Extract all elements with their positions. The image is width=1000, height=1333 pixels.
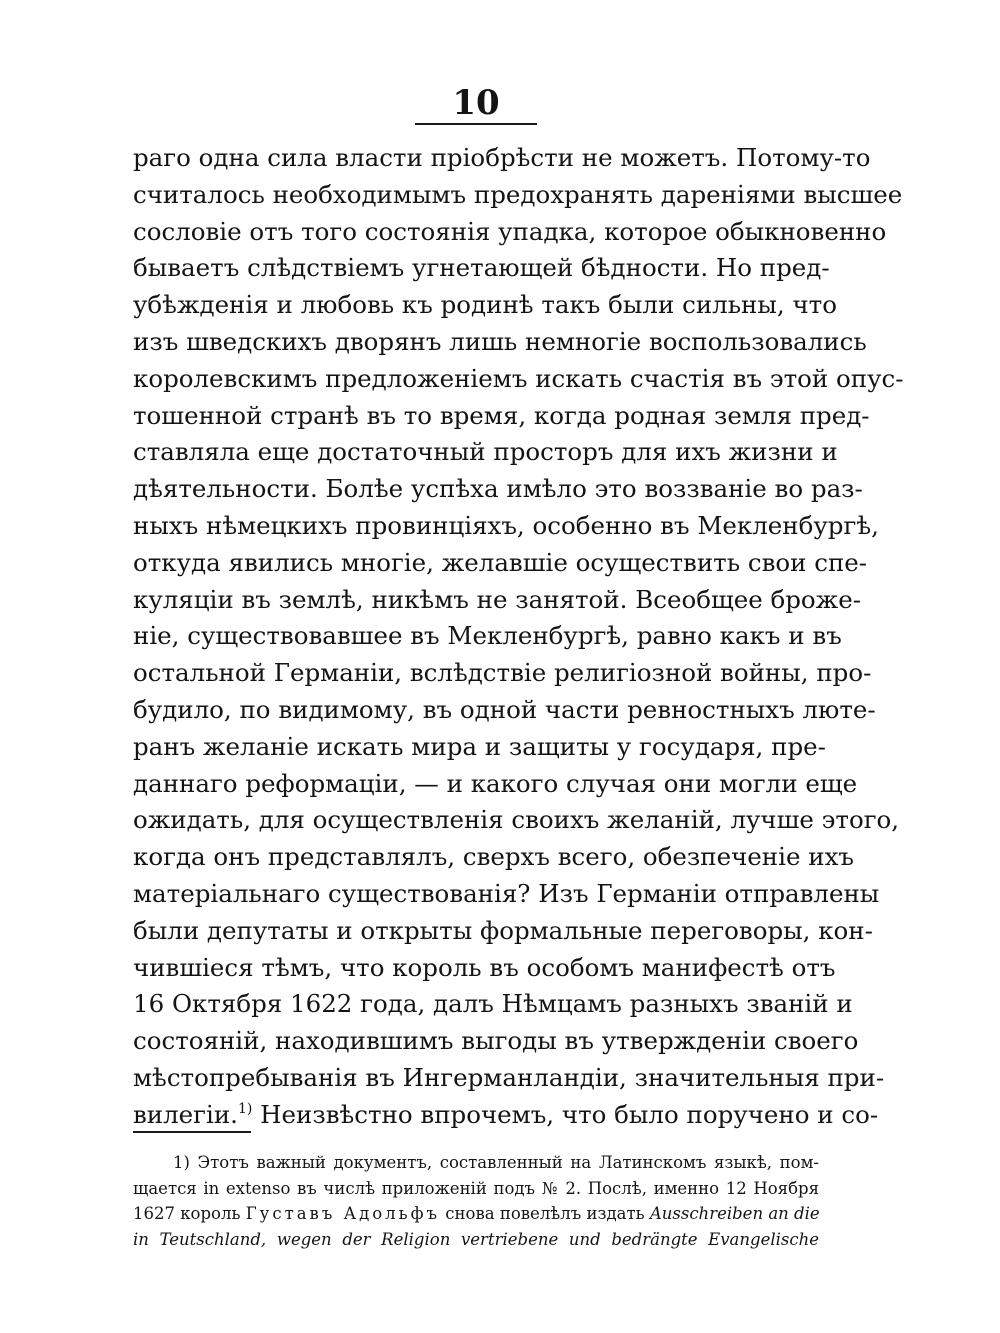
footnote-line	[133, 1201, 819, 1227]
text-line: 16 Октября 1622 года, далъ Нѣмцамъ разныхъ званій и	[133, 989, 853, 1019]
text-segment: вилегіи.	[133, 1099, 238, 1129]
text-line: будило, по видимому, въ одной части ревностныхъ люте-	[133, 694, 876, 724]
text-line: тошенной странѣ въ то время, когда родная земля пред-	[133, 400, 870, 430]
text-line: убѣжденія и любовь къ родинѣ такъ были сильны, что	[133, 290, 837, 320]
text-segment: Неизвѣстно впрочемъ, что было поручено и со-	[252, 1099, 879, 1129]
footnote-segment: 1627 король	[133, 1204, 241, 1223]
footnotes	[133, 1150, 819, 1252]
text-line: сословіе отъ того состоянія упадка, которое обыкновенно	[133, 216, 887, 246]
text-line: раго одна сила власти пріобрѣсти не можетъ. Потому-то	[133, 143, 871, 172]
text-line: ставляла еще достаточный просторъ для ихъ жизни и	[133, 437, 838, 467]
text-line: чившіеся тѣмъ, что король въ особомъ манифестѣ отъ	[133, 952, 836, 982]
text-line: откуда явились многіе, желавшіе осуществить свои спе-	[133, 547, 868, 577]
text-line: считалось необходимымъ предохранять дареніями высшее	[133, 179, 903, 209]
text-line: куляціи въ землѣ, никѣмъ не занятой. Всеобщее броже-	[133, 584, 862, 614]
text-line-last	[133, 1097, 879, 1134]
page-number: 10	[452, 83, 500, 123]
text-line: когда онъ представлялъ, сверхъ всего, обезпеченіе ихъ	[133, 842, 854, 872]
footnote-line-italic: in Teutschland, wegen der Religion vertriebene und bedrängte Evangelische	[133, 1229, 819, 1249]
footnote-rule	[133, 1131, 251, 1133]
text-line: матеріальнаго существованія? Изъ Германіи отправлены	[133, 878, 880, 908]
text-line: королевскимъ предложеніемъ искать счастія въ этой опус-	[133, 363, 904, 393]
text-line: остальной Германіи, вслѣдствіе религіозной войны, про-	[133, 658, 872, 688]
text-line: ожидать, для осуществленія своихъ желаній, лучше этого,	[133, 805, 900, 835]
footnote-title-italic: Ausschreiben an die	[649, 1204, 820, 1223]
text-line: даннаго реформаціи, — и какого случая они могли еще	[133, 768, 858, 798]
footnote-reference[interactable]: 1)	[237, 1100, 253, 1117]
text-line: состояній, находившимъ выгоды въ утвержденіи своего	[133, 1026, 859, 1056]
body-text	[133, 140, 904, 1134]
footnote-name: Густавъ Адольфъ	[245, 1204, 441, 1223]
text-line: ранъ желаніе искать мира и защиты у государя, пре-	[133, 731, 826, 761]
text-line: бываетъ слѣдствіемъ угнетающей бѣдности. Но пред-	[133, 253, 830, 283]
header-rule	[415, 123, 537, 125]
footnote-line: щается in extenso въ числѣ приложеній подъ № 2. Послѣ, именно 12 Ноября	[133, 1178, 819, 1198]
text-line: ніе, существовавшее въ Мекленбургѣ, равно какъ и въ	[133, 621, 842, 651]
text-line: ныхъ нѣмецкихъ провинціяхъ, особенно въ Мекленбургѣ,	[133, 510, 879, 540]
text-line: мѣстопребыванія въ Ингерманландіи, значительныя при-	[133, 1062, 885, 1092]
footnote-segment: снова повелѣлъ издать	[445, 1204, 645, 1223]
text-line: изъ шведскихъ дворянъ лишь немногіе воспользовались	[133, 326, 867, 356]
text-line: дѣятельности. Болѣе успѣха имѣло это воззваніе во раз-	[133, 474, 863, 504]
footnote-line: 1) Этотъ важный документъ, составленный на Латинскомъ языкѣ, пом-	[173, 1153, 819, 1172]
text-line: были депутаты и открыты формальные переговоры, кон-	[133, 915, 873, 945]
